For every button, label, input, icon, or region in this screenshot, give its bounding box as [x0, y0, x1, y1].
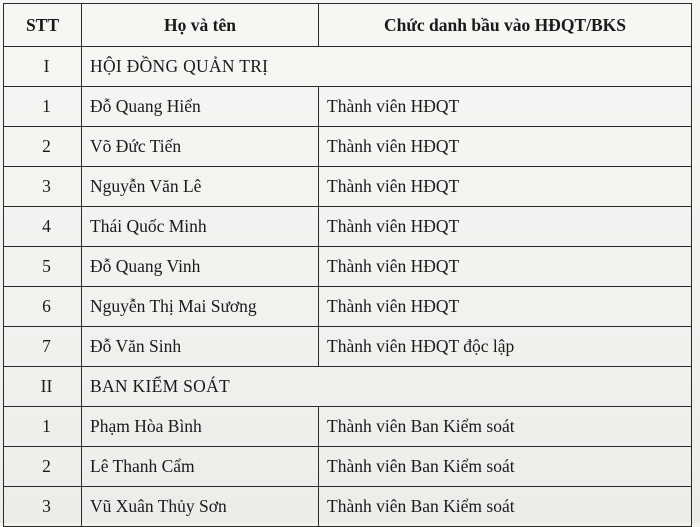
- table-row: [4, 87, 692, 127]
- table-row: [4, 167, 692, 207]
- header-role: Chức danh bầu vào HĐQT/BKS: [319, 4, 692, 47]
- member-role: Thành viên Ban Kiểm soát: [319, 447, 692, 487]
- member-name: Lê Thanh Cẩm: [82, 447, 319, 487]
- section-row-supervisory: [4, 367, 692, 407]
- member-role: Thành viên HĐQT: [319, 287, 692, 327]
- member-role: Thành viên HĐQT: [319, 167, 692, 207]
- table-row: [4, 247, 692, 287]
- member-role: Thành viên Ban Kiểm soát: [319, 487, 692, 527]
- section-title: HỘI ĐỒNG QUẢN TRỊ: [82, 47, 692, 87]
- member-name: Đỗ Quang Vinh: [82, 247, 319, 287]
- member-name: Vũ Xuân Thủy Sơn: [82, 487, 319, 527]
- member-role: Thành viên Ban Kiểm soát: [319, 407, 692, 447]
- table-row: [4, 487, 692, 527]
- member-name: Đỗ Quang Hiển: [82, 87, 319, 127]
- member-name: Phạm Hòa Bình: [82, 407, 319, 447]
- row-number: 3: [4, 167, 82, 207]
- member-role: Thành viên HĐQT: [319, 127, 692, 167]
- row-number: 5: [4, 247, 82, 287]
- table-row: [4, 207, 692, 247]
- table-row: [4, 127, 692, 167]
- member-name: Võ Đức Tiến: [82, 127, 319, 167]
- table-row: [4, 327, 692, 367]
- candidate-table: [3, 3, 692, 527]
- table-row: [4, 287, 692, 327]
- table-row: [4, 447, 692, 487]
- row-number: 4: [4, 207, 82, 247]
- table-row: [4, 407, 692, 447]
- member-role: Thành viên HĐQT: [319, 87, 692, 127]
- member-name: Thái Quốc Minh: [82, 207, 319, 247]
- header-stt: STT: [4, 4, 82, 47]
- member-role: Thành viên HĐQT độc lập: [319, 327, 692, 367]
- section-title: BAN KIỂM SOÁT: [82, 367, 692, 407]
- row-number: 2: [4, 447, 82, 487]
- member-name: Nguyễn Thị Mai Sương: [82, 287, 319, 327]
- section-row-board: [4, 47, 692, 87]
- row-number: 1: [4, 87, 82, 127]
- row-number: 2: [4, 127, 82, 167]
- member-role: Thành viên HĐQT: [319, 207, 692, 247]
- table-header-row: [4, 4, 692, 47]
- header-name: Họ và tên: [82, 4, 319, 47]
- row-number: 3: [4, 487, 82, 527]
- member-name: Đỗ Văn Sinh: [82, 327, 319, 367]
- member-name: Nguyễn Văn Lê: [82, 167, 319, 207]
- row-number: 1: [4, 407, 82, 447]
- member-role: Thành viên HĐQT: [319, 247, 692, 287]
- section-number: II: [4, 367, 82, 407]
- row-number: 7: [4, 327, 82, 367]
- row-number: 6: [4, 287, 82, 327]
- section-number: I: [4, 47, 82, 87]
